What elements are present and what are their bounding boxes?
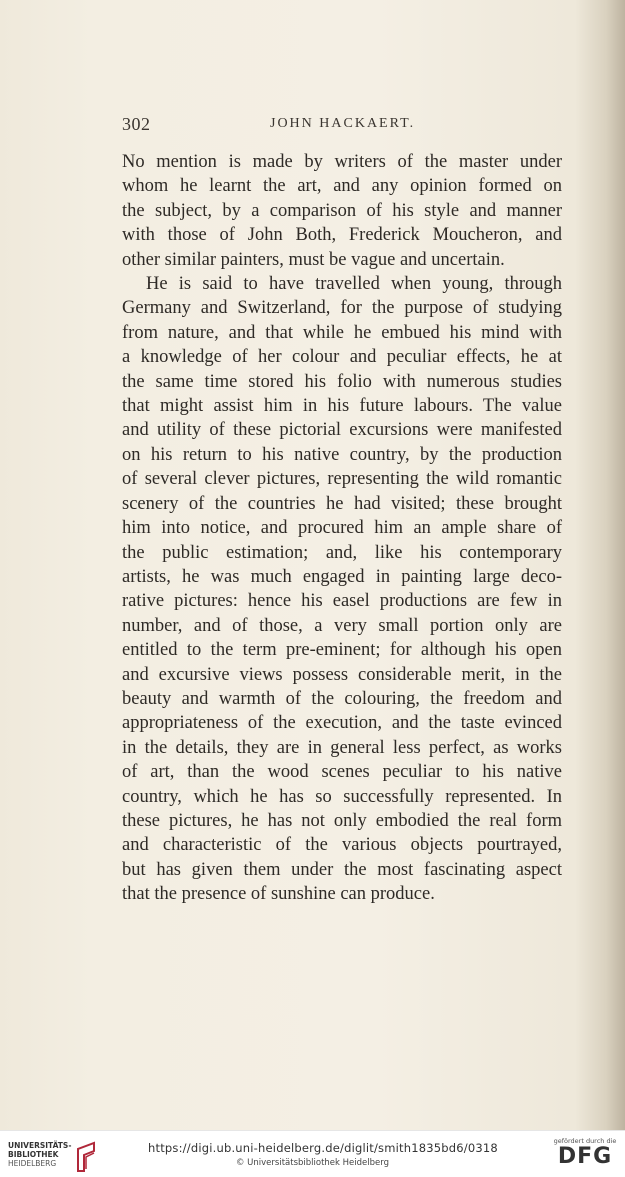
text-line: country, which he has so successfully represented. In	[122, 786, 562, 807]
text-line: beauty and warmth of the colouring, the freedom and	[122, 688, 562, 709]
text-line: No mention is made by writers of the master under	[122, 152, 562, 172]
text-line: on his return to his native country, by the production	[122, 444, 562, 465]
dfg-caption: gefördert durch die	[553, 1137, 617, 1145]
text-line: scenery of the countries he had visited; these brought	[122, 493, 562, 514]
text-line: number, and of those, a very small portion only are	[122, 615, 562, 636]
text-line: but has given them under the most fascinating aspect	[122, 859, 562, 880]
text-line: the subject, by a comparison of his style and manner	[122, 200, 562, 221]
library-emblem-icon	[74, 1141, 98, 1173]
digitization-footer	[0, 1130, 625, 1177]
text-line: artists, he was much engaged in painting large deco-	[122, 566, 562, 587]
body-text	[122, 150, 562, 907]
text-line: whom he learnt the art, and any opinion formed on	[122, 176, 562, 197]
text-line: these pictures, he has not only embodied the real form	[122, 810, 562, 831]
text-line: Germany and Switzerland, for the purpose of studying	[122, 298, 562, 319]
text-line: and utility of these pictorial excursions were manifested	[122, 420, 562, 441]
running-head: JOHN HACKAERT.	[270, 116, 416, 131]
text-line: the same time stored his folio with numerous studies	[122, 371, 562, 392]
paragraph	[122, 150, 562, 272]
copyright-text: © Universitätsbibliothek Heidelberg	[235, 1158, 389, 1168]
text-line: that might assist him in his future labours. The value	[122, 396, 562, 417]
text-line: He is said to have travelled when young, through	[146, 274, 562, 295]
text-line: entitled to the term pre-eminent; for although his open	[122, 640, 562, 661]
text-line: with those of John Both, Frederick Moucheron, and	[122, 225, 562, 246]
library-logo	[8, 1141, 118, 1173]
text-line: and excursive views possess considerable merit, in the	[122, 664, 562, 685]
text-line: a knowledge of her colour and peculiar effects, he at	[122, 347, 562, 368]
text-line: of art, than the wood scenes peculiar to his native	[122, 762, 562, 783]
text-line: in the details, they are in general less perfect, as works	[122, 737, 562, 758]
text-line: other similar painters, must be vague and uncertain.	[122, 249, 505, 270]
paragraph	[122, 272, 562, 907]
text-line: him into notice, and procured him an ample share of	[122, 518, 562, 539]
library-name-line1: UNIVERSITÄTS-	[8, 1141, 72, 1150]
copyright-notice	[0, 1158, 625, 1168]
text-line: that the presence of sunshine can produce.	[122, 884, 435, 905]
library-name-line3: HEIDELBERG	[8, 1159, 57, 1168]
dfg-logo	[553, 1137, 617, 1169]
text-line: from nature, and that while he embued his mind with	[122, 322, 562, 343]
text-line: the public estimation; and, like his contemporary	[122, 542, 562, 563]
text-line: of several clever pictures, representing the wild romantic	[122, 469, 562, 490]
text-line: rative pictures: hence his easel productions are few in	[122, 591, 562, 612]
dfg-mark: DFG	[557, 1144, 613, 1169]
library-name-line2: BIBLIOTHEK	[8, 1150, 59, 1159]
page-header	[122, 114, 562, 138]
text-line: appropriateness of the execution, and the taste evinced	[122, 713, 562, 734]
page-number: 302	[122, 114, 151, 134]
text-line: and characteristic of the various objects pourtrayed,	[122, 835, 562, 856]
permalink-url[interactable]: https://digi.ub.uni-heidelberg.de/diglit/smith1835bd6/0318	[148, 1141, 498, 1155]
